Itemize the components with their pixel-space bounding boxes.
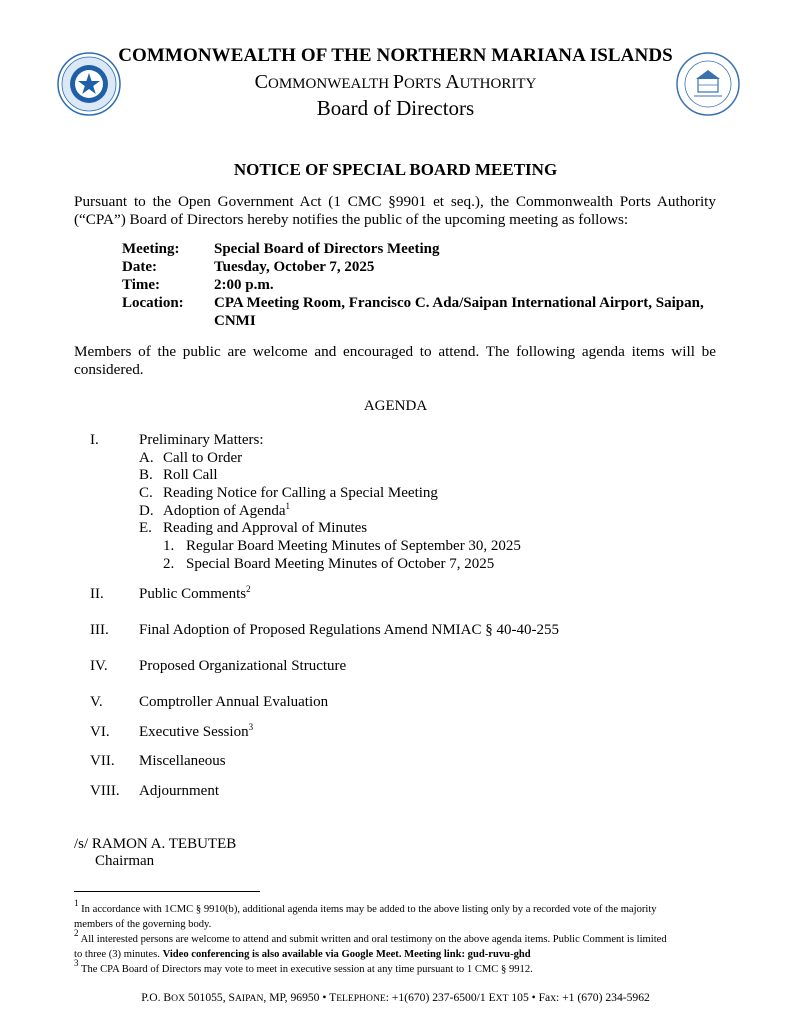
- agenda-num-7: VII.: [90, 753, 115, 769]
- agenda-item-1: Preliminary Matters:: [139, 432, 264, 448]
- agenda-num-8: VIII.: [90, 783, 120, 799]
- header-board: Board of Directors: [316, 96, 475, 120]
- agenda-num-6: VI.: [90, 724, 110, 740]
- footnote-2: $^2$ All interested persons are welcome to attend and submit written and oral testimony on the above agenda items. Public Comment is limited to three (3) minutes. Video conferencing is also available via Google Meet. Meeting link: gud-ruvu-ghd: [74, 928, 667, 960]
- agenda-sub-e: E. Reading and Approval of Minutes: [139, 520, 368, 536]
- footnote-divider: [74, 891, 260, 892]
- header-commonwealth: COMMONWEALTH OF THE NORTHERN MARIANA ISLANDS: [118, 45, 673, 66]
- footnote-ref-1: 1: [285, 501, 290, 511]
- footnote-ref-3: 3: [248, 722, 254, 732]
- detail-label-meeting: Meeting:: [122, 241, 180, 257]
- agenda-sub-d: D. Adoption of Agenda$^1$: [139, 501, 290, 519]
- footnote-3: $^3$ The CPA Board of Directors may vote to meet in executive session at any time pursuant to 1 CMC § 9912.: [74, 958, 533, 975]
- detail-value-time: 2:00 p.m.: [214, 277, 274, 293]
- agenda-sub-b: B. Roll Call: [139, 467, 218, 483]
- detail-value-date: Tuesday, October 7, 2025: [214, 259, 375, 275]
- intro-paragraph: Pursuant to the Open Government Act (1 CMC §9901 et seq.), the Commonwealth Ports Authority (“CPA”) Board of Directors hereby notifies the public of the upcoming meeting as follows:: [74, 193, 716, 228]
- detail-label-location: Location:: [122, 295, 184, 311]
- detail-value-meeting: Special Board of Directors Meeting: [214, 241, 440, 257]
- detail-label-date: Date:: [122, 259, 157, 275]
- agenda-num-1: I.: [90, 432, 99, 448]
- minutes-item-2: 2. Special Board Meeting Minutes of October 7, 2025: [163, 556, 495, 572]
- agenda-item-8: Adjournment: [139, 783, 219, 799]
- agenda-heading: AGENDA: [363, 398, 428, 414]
- signature-title: Chairman: [95, 853, 155, 869]
- agenda-sub-a: A. Call to Order: [139, 450, 243, 466]
- agenda-item-5: Comptroller Annual Evaluation: [139, 694, 329, 710]
- header-authority: COMMONWEALTH PORTS AUTHORITY: [254, 71, 537, 93]
- agenda-item-6: Executive Session$^3$: [139, 722, 254, 740]
- footnote-1: $^1$ In accordance with 1CMC § 9910(b), additional agenda items may be added to the above listing only by a recorded vote of the majority members of the governing body.: [74, 898, 657, 930]
- agenda-num-2: II.: [90, 586, 104, 602]
- detail-label-time: Time:: [122, 277, 161, 293]
- agenda-item-7: Miscellaneous: [139, 753, 226, 769]
- agenda-item-2: Public Comments$^2$: [139, 584, 251, 602]
- agenda-sub-c: C. Reading Notice for Calling a Special Meeting: [139, 485, 438, 501]
- detail-value-location: CPA Meeting Room, Francisco C. Ada/Saipan International Airport, Saipan,: [214, 295, 704, 311]
- footnote-ref-2: 2: [246, 584, 251, 594]
- detail-value-location-cont: CNMI: [214, 313, 256, 329]
- signature-name: /s/ RAMON A. TEBUTEB: [74, 836, 237, 852]
- public-paragraph: Members of the public are welcome and encouraged to attend. The following agenda items will be considered.: [74, 343, 716, 378]
- google-meet-info: Video conferencing is also available via Google Meet. Meeting link: gud-ruvu-ghd: [162, 949, 531, 960]
- agenda-num-3: III.: [90, 622, 109, 638]
- agenda-item-4: Proposed Organizational Structure: [139, 658, 347, 674]
- minutes-item-1: 1. Regular Board Meeting Minutes of September 30, 2025: [163, 538, 521, 554]
- footer-address: P.O. BOX 501055, SAIPAN, MP, 96950 • TELEPHONE: +1(670) 237-6500/1 EXT 105 • Fax: +1 (670) 234-5962: [141, 991, 650, 1004]
- notice-title: NOTICE OF SPECIAL BOARD MEETING: [233, 160, 558, 179]
- agenda-num-5: V.: [90, 694, 103, 710]
- agenda-item-3: Final Adoption of Proposed Regulations Amend NMIAC § 40-40-255: [139, 622, 559, 638]
- agenda-num-4: IV.: [90, 658, 108, 674]
